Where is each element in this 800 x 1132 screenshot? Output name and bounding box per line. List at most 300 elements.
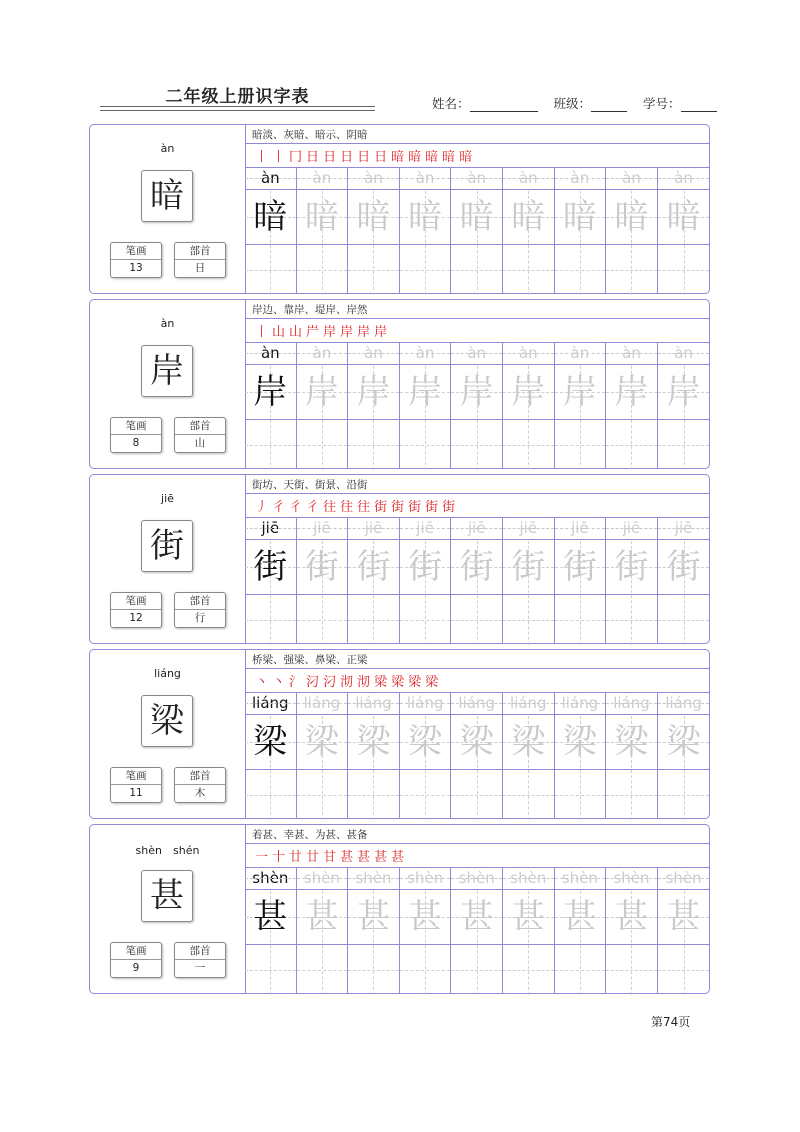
blank-practice-box[interactable]: [503, 419, 554, 470]
trace-character: 街: [408, 547, 443, 587]
trace-character: 梁: [356, 722, 391, 762]
pinyin-guide-line: [606, 878, 657, 879]
character-pinyin: àn: [160, 142, 175, 155]
practice-grid: [245, 343, 710, 469]
trace-character: 暗: [304, 197, 339, 237]
blank-practice-box[interactable]: [348, 944, 399, 995]
practice-cell[interactable]: [503, 518, 555, 644]
pinyin-base-line: [400, 889, 451, 890]
blank-practice-box[interactable]: [606, 944, 657, 995]
trace-character: 岸: [666, 372, 701, 412]
pinyin-guide-line: [245, 353, 296, 354]
practice-cell[interactable]: [555, 518, 607, 644]
tian-grid-box: [555, 191, 606, 243]
stroke-step: 街: [442, 500, 457, 515]
tian-grid-box: [297, 891, 348, 943]
stroke-step: 廿: [306, 850, 321, 865]
pinyin-base-line: [245, 539, 296, 540]
cell-pinyin: shèn: [613, 869, 650, 887]
stroke-step: 丿: [255, 500, 270, 515]
practice-cell[interactable]: [606, 693, 658, 819]
cell-pinyin: àn: [518, 344, 538, 362]
practice-cell[interactable]: [297, 868, 349, 994]
pinyin-guide-line: [503, 878, 554, 879]
blank-practice-box[interactable]: [245, 244, 296, 295]
pinyin-base-line: [451, 539, 502, 540]
pinyin-guide-line: [555, 703, 606, 704]
stroke-step: 甚: [357, 850, 372, 865]
stroke-order-row: [255, 846, 408, 866]
trace-character: 岸: [562, 372, 597, 412]
practice-cell[interactable]: [503, 168, 555, 294]
pinyin-guide-line: [400, 703, 451, 704]
trace-character: 甚: [614, 897, 649, 937]
blank-practice-box[interactable]: [503, 769, 554, 820]
name-label: 姓名：: [432, 96, 470, 111]
pinyin-base-line: [297, 364, 348, 365]
character-display: 岸: [141, 345, 193, 397]
blank-practice-box[interactable]: [658, 419, 710, 470]
character-pinyin: shèn shén: [135, 844, 200, 857]
pinyin-base-line: [348, 714, 399, 715]
cell-pinyin: àn: [312, 169, 332, 187]
practice-cell[interactable]: [555, 343, 607, 469]
stroke-step: 暗: [425, 150, 440, 165]
pinyin-base-line: [658, 189, 710, 190]
radical-label: 部首: [175, 943, 225, 960]
blank-practice-box[interactable]: [658, 594, 710, 645]
tian-grid-box: [503, 716, 554, 768]
stroke-count-value: 13: [129, 262, 143, 274]
blank-practice-box[interactable]: [451, 944, 502, 995]
pinyin-base-line: [451, 889, 502, 890]
tian-grid-box: [451, 541, 502, 593]
class-label: 班级：: [553, 96, 592, 111]
blank-practice-box[interactable]: [503, 944, 554, 995]
cell-pinyin: shèn: [665, 869, 702, 887]
radical-value: 日: [194, 262, 206, 274]
row-divider: [245, 143, 710, 144]
practice-cell[interactable]: [606, 868, 658, 994]
blank-practice-box[interactable]: [451, 769, 502, 820]
class-field[interactable]: [591, 99, 627, 112]
cell-pinyin: shèn: [407, 869, 444, 887]
character-card: [89, 299, 710, 469]
trace-character: 岸: [511, 372, 546, 412]
pinyin-guide-line: [658, 353, 710, 354]
pinyin-base-line: [606, 714, 657, 715]
practice-cell[interactable]: [606, 518, 658, 644]
stroke-step: 甘: [323, 850, 338, 865]
blank-practice-box[interactable]: [503, 594, 554, 645]
cell-pinyin: jiē: [674, 519, 693, 537]
stroke-order-row: [255, 671, 442, 691]
practice-cell: [245, 343, 297, 469]
practice-panel: [245, 125, 710, 293]
tian-grid-box: [348, 891, 399, 943]
trace-character: 暗: [356, 197, 391, 237]
practice-grid: [245, 868, 710, 994]
pinyin-base-line: [555, 889, 606, 890]
pinyin-base-line: [348, 539, 399, 540]
pinyin-guide-line: [555, 353, 606, 354]
practice-cell[interactable]: [400, 693, 452, 819]
blank-practice-box[interactable]: [297, 594, 348, 645]
practice-panel: [245, 300, 710, 468]
practice-cell[interactable]: [658, 868, 710, 994]
tian-grid-box: [606, 541, 657, 593]
cell-pinyin: jiē: [313, 519, 331, 537]
cell-pinyin: àn: [364, 169, 383, 187]
trace-character: 街: [562, 547, 597, 587]
blank-practice-box[interactable]: [348, 244, 399, 295]
trace-character: 暗: [562, 197, 597, 237]
stroke-count-label: 笔画: [111, 243, 161, 260]
radical-box: [174, 942, 226, 978]
practice-cell: [245, 868, 297, 994]
stroke-count-box: [110, 242, 162, 278]
stroke-order-row: [255, 321, 391, 341]
tian-grid-box: [245, 191, 296, 243]
cell-pinyin: àn: [622, 344, 641, 362]
trace-character: 甚: [459, 897, 494, 937]
pinyin-guide-line: [348, 178, 399, 179]
stroke-step: 街: [408, 500, 423, 515]
blank-practice-box[interactable]: [451, 419, 502, 470]
tian-grid-box: [503, 366, 554, 418]
pinyin-guide-line: [245, 703, 296, 704]
pinyin-guide-line: [555, 178, 606, 179]
stroke-step: 梁: [425, 675, 440, 690]
tian-grid-box: [297, 366, 348, 418]
blank-practice-box[interactable]: [555, 769, 606, 820]
pinyin-guide-line: [245, 178, 296, 179]
pinyin-guide-line: [348, 878, 399, 879]
blank-practice-box[interactable]: [555, 594, 606, 645]
practice-cell[interactable]: [348, 518, 400, 644]
tian-grid-box: [555, 891, 606, 943]
tian-grid-box: [658, 716, 710, 768]
worksheet-title: 二年级上册识字表: [165, 87, 310, 107]
stroke-step: 一: [255, 850, 270, 865]
example-words: 岸边、靠岸、堤岸、岸然: [252, 304, 368, 316]
practice-cell[interactable]: [348, 868, 400, 994]
trace-character: 街: [304, 547, 339, 587]
stroke-step: 丨: [272, 150, 287, 165]
stroke-step: 街: [391, 500, 406, 515]
radical-label: 部首: [175, 418, 225, 435]
pinyin-guide-line: [400, 353, 451, 354]
stroke-count-label: 笔画: [111, 593, 161, 610]
practice-cell[interactable]: [348, 693, 400, 819]
blank-practice-box[interactable]: [297, 419, 348, 470]
pinyin-base-line: [348, 889, 399, 890]
character-card: [89, 474, 710, 644]
blank-practice-box[interactable]: [245, 944, 296, 995]
pinyin-base-line: [348, 364, 399, 365]
tian-grid-box: [245, 366, 296, 418]
stroke-step: 梁: [374, 675, 389, 690]
stroke-count-label: 笔画: [111, 943, 161, 960]
model-character: 甚: [253, 897, 288, 937]
stroke-step: 十: [272, 850, 287, 865]
cell-pinyin: jiē: [519, 519, 538, 537]
cell-pinyin: àn: [518, 169, 538, 187]
practice-cell[interactable]: [451, 518, 503, 644]
blank-practice-box[interactable]: [348, 419, 399, 470]
practice-grid: [245, 693, 710, 819]
character-display: 街: [141, 520, 193, 572]
tian-grid-box: [348, 366, 399, 418]
pinyin-guide-line: [606, 528, 657, 529]
pinyin-guide-line: [606, 178, 657, 179]
title-underline-2: [100, 110, 375, 111]
stroke-count-label: 笔画: [111, 418, 161, 435]
stroke-step: 往: [323, 500, 338, 515]
pinyin-guide-line: [348, 528, 399, 529]
name-field[interactable]: [470, 99, 538, 112]
practice-cell[interactable]: [297, 168, 349, 294]
row-divider: [245, 668, 710, 669]
pinyin-guide-line: [451, 528, 502, 529]
cell-pinyin: liáng: [252, 694, 289, 712]
trace-character: 暗: [459, 197, 494, 237]
trace-character: 梁: [459, 722, 494, 762]
practice-cell[interactable]: [451, 868, 503, 994]
cell-pinyin: shèn: [458, 869, 495, 887]
stroke-step: 山: [272, 325, 287, 340]
blank-practice-box[interactable]: [451, 594, 502, 645]
practice-cell[interactable]: [297, 343, 349, 469]
stroke-step: 岸: [323, 325, 338, 340]
practice-cell[interactable]: [555, 693, 607, 819]
pinyin-guide-line: [555, 528, 606, 529]
blank-practice-box[interactable]: [400, 769, 451, 820]
practice-cell[interactable]: [400, 868, 452, 994]
stroke-count-box: [110, 942, 162, 978]
cell-pinyin: jiē: [261, 519, 280, 537]
id-label: 学号：: [643, 96, 681, 111]
practice-cell[interactable]: [555, 168, 607, 294]
blank-practice-box[interactable]: [606, 419, 657, 470]
character-pinyin: liáng: [154, 667, 181, 680]
stroke-step: 岸: [374, 325, 389, 340]
tian-grid-box: [245, 891, 296, 943]
stroke-count-box: [110, 417, 162, 453]
cell-pinyin: shèn: [510, 869, 547, 887]
practice-cell[interactable]: [451, 343, 503, 469]
practice-cell[interactable]: [400, 518, 452, 644]
stroke-step: 丨: [255, 325, 270, 340]
trace-character: 街: [511, 547, 546, 587]
trace-character: 岸: [459, 372, 494, 412]
pinyin-base-line: [606, 889, 657, 890]
practice-cell[interactable]: [297, 693, 349, 819]
cell-pinyin: àn: [467, 169, 487, 187]
blank-practice-box[interactable]: [245, 594, 296, 645]
id-field[interactable]: [681, 99, 717, 112]
trace-character: 甚: [408, 897, 443, 937]
practice-cell[interactable]: [658, 168, 710, 294]
pinyin-guide-line: [606, 703, 657, 704]
pinyin-base-line: [606, 364, 657, 365]
tian-grid-box: [555, 716, 606, 768]
radical-box: [174, 767, 226, 803]
cell-pinyin: àn: [364, 344, 383, 362]
pinyin-guide-line: [297, 178, 348, 179]
model-character: 岸: [253, 372, 288, 412]
stroke-step: 日: [340, 150, 355, 165]
blank-practice-box[interactable]: [658, 769, 710, 820]
blank-practice-box[interactable]: [555, 244, 606, 295]
practice-cell[interactable]: [400, 168, 452, 294]
radical-box: [174, 592, 226, 628]
blank-practice-box[interactable]: [606, 244, 657, 295]
tian-grid-box: [400, 891, 451, 943]
cell-pinyin: shèn: [561, 869, 598, 887]
pinyin-guide-line: [451, 178, 502, 179]
character-pinyin: àn: [160, 317, 175, 330]
pinyin-guide-line: [400, 178, 451, 179]
practice-grid: [245, 168, 710, 294]
tian-grid-box: [555, 541, 606, 593]
cell-pinyin: liáng: [613, 694, 650, 712]
practice-cell[interactable]: [658, 693, 710, 819]
stroke-step: 街: [425, 500, 440, 515]
tian-grid-box: [348, 191, 399, 243]
pinyin-base-line: [503, 189, 554, 190]
practice-cell[interactable]: [658, 343, 710, 469]
tian-grid-box: [658, 191, 710, 243]
blank-practice-box[interactable]: [400, 244, 451, 295]
blank-practice-box[interactable]: [297, 944, 348, 995]
cell-pinyin: liáng: [510, 694, 547, 712]
radical-value: 一: [194, 962, 206, 974]
practice-cell[interactable]: [297, 518, 349, 644]
blank-practice-box[interactable]: [606, 769, 657, 820]
blank-practice-box[interactable]: [503, 244, 554, 295]
cell-pinyin: liáng: [458, 694, 495, 712]
stroke-step: 往: [357, 500, 372, 515]
pinyin-base-line: [503, 539, 554, 540]
pinyin-base-line: [555, 364, 606, 365]
tian-grid-box: [555, 366, 606, 418]
blank-practice-box[interactable]: [555, 944, 606, 995]
blank-practice-box[interactable]: [606, 594, 657, 645]
blank-practice-box[interactable]: [658, 244, 710, 295]
blank-practice-box[interactable]: [451, 244, 502, 295]
stroke-step: 暗: [442, 150, 457, 165]
page-number: 第74页: [651, 1015, 691, 1029]
model-character: 梁: [253, 722, 288, 762]
stroke-count-box: [110, 592, 162, 628]
stroke-step: 岸: [357, 325, 372, 340]
trace-character: 岸: [304, 372, 339, 412]
practice-cell[interactable]: [348, 168, 400, 294]
practice-cell[interactable]: [658, 518, 710, 644]
pinyin-guide-line: [658, 703, 710, 704]
trace-character: 街: [666, 547, 701, 587]
blank-practice-box[interactable]: [297, 769, 348, 820]
practice-cell[interactable]: [451, 168, 503, 294]
practice-cell[interactable]: [400, 343, 452, 469]
practice-cell[interactable]: [503, 868, 555, 994]
blank-practice-box[interactable]: [348, 594, 399, 645]
trace-character: 梁: [408, 722, 443, 762]
blank-practice-box[interactable]: [245, 769, 296, 820]
practice-cell: [245, 168, 297, 294]
pinyin-base-line: [658, 364, 710, 365]
stroke-step: 彳: [306, 500, 321, 515]
pinyin-base-line: [658, 889, 710, 890]
practice-cell[interactable]: [451, 693, 503, 819]
trace-character: 街: [356, 547, 391, 587]
tian-grid-box: [606, 191, 657, 243]
stroke-step: 暗: [459, 150, 474, 165]
student-info-fields: [432, 94, 717, 112]
cell-pinyin: jiē: [364, 519, 383, 537]
stroke-step: 丶: [272, 675, 287, 690]
blank-practice-box[interactable]: [297, 244, 348, 295]
tian-grid-box: [658, 891, 710, 943]
radical-value: 行: [194, 612, 206, 624]
trace-character: 岸: [614, 372, 649, 412]
practice-cell[interactable]: [606, 168, 658, 294]
trace-character: 甚: [304, 897, 339, 937]
practice-cell[interactable]: [503, 343, 555, 469]
pinyin-base-line: [297, 889, 348, 890]
blank-practice-box[interactable]: [658, 944, 710, 995]
pinyin-base-line: [451, 189, 502, 190]
trace-character: 甚: [562, 897, 597, 937]
pinyin-base-line: [400, 714, 451, 715]
pinyin-base-line: [555, 714, 606, 715]
cell-pinyin: àn: [415, 169, 435, 187]
stroke-step: 沏: [357, 675, 372, 690]
blank-practice-box[interactable]: [555, 419, 606, 470]
stroke-step: 汈: [306, 675, 321, 690]
cell-pinyin: shèn: [355, 869, 392, 887]
stroke-step: 日: [374, 150, 389, 165]
cell-pinyin: àn: [570, 344, 590, 362]
pinyin-guide-line: [297, 878, 348, 879]
tian-grid-box: [400, 541, 451, 593]
blank-practice-box[interactable]: [400, 594, 451, 645]
practice-cell[interactable]: [503, 693, 555, 819]
practice-cell[interactable]: [348, 343, 400, 469]
cell-pinyin: liáng: [665, 694, 702, 712]
tian-grid-box: [400, 191, 451, 243]
model-character: 暗: [253, 197, 288, 237]
practice-cell[interactable]: [555, 868, 607, 994]
blank-practice-box[interactable]: [348, 769, 399, 820]
blank-practice-box[interactable]: [400, 419, 451, 470]
pinyin-base-line: [658, 539, 710, 540]
stroke-count-value: 12: [129, 612, 143, 624]
pinyin-base-line: [658, 714, 710, 715]
practice-panel: [245, 475, 710, 643]
pinyin-guide-line: [503, 178, 554, 179]
stroke-step: 屵: [306, 325, 321, 340]
practice-cell[interactable]: [606, 343, 658, 469]
character-info-panel: [90, 125, 246, 293]
blank-practice-box[interactable]: [245, 419, 296, 470]
tian-grid-box: [503, 891, 554, 943]
pinyin-guide-line: [348, 353, 399, 354]
character-card: [89, 649, 710, 819]
stroke-step: 甚: [340, 850, 355, 865]
blank-practice-box[interactable]: [400, 944, 451, 995]
